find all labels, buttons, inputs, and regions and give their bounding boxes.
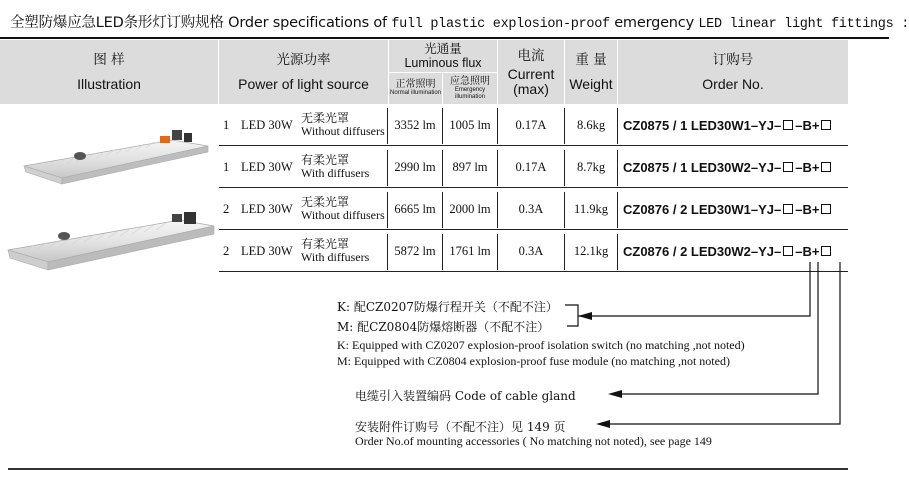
note-cable-gland: 电缆引入装置编码 Code of cable gland	[355, 389, 576, 403]
accessory-box	[821, 162, 831, 172]
header-flux-emergency: 应急照明 Emergency illumination	[450, 76, 490, 100]
table-row: 2 LED 30W 有柔光罩 With diffusers 5872 lm 1761 lm 0.3A 12.1kg CZ0876 / 2 LED30W2–YJ– –B+	[219, 230, 848, 272]
table-row: 1 LED 30W 无柔光罩 Without diffusers 3352 lm 1005 lm 0.17A 8.6kg CZ0875 / 1 LED30W1–YJ– –B+	[219, 104, 848, 146]
note-m-cn: M: 配CZ0804防爆熔断器（不配不注）	[337, 320, 550, 334]
header-power: 光源功率 Power of light source	[238, 52, 369, 92]
gland-code-box	[783, 120, 793, 130]
table-row: 1 LED 30W 有柔光罩 With diffusers 2990 lm 897 lm 0.17A 8.7kg CZ0875 / 1 LED30W2–YJ– –B+	[219, 146, 848, 188]
header-illustration: 图 样 Illustration	[77, 52, 141, 92]
order-number: CZ0876 / 2 LED30W1–YJ– –B+	[623, 188, 853, 230]
top-rule	[0, 37, 889, 39]
header-weight: 重 量 Weight	[569, 52, 613, 92]
header-flux-normal: 正常照明 Normal illumination	[389, 79, 442, 97]
title-en-c: emergency	[609, 15, 699, 31]
note-mount-en: Order No.of mounting accessories ( No matching not noted), see page 149	[355, 434, 712, 448]
title-en-b: full plastic explosion-proof	[391, 17, 610, 32]
page-title	[10, 11, 909, 32]
gland-code-box	[783, 246, 793, 256]
note-k-cn: K: 配CZ0207防爆行程开关（不配不注）	[337, 300, 558, 314]
table-row: 2 LED 30W 无柔光罩 Without diffusers 6665 lm 2000 lm 0.3A 11.9kg CZ0876 / 2 LED30W1–YJ– –B+	[219, 188, 848, 230]
order-number: CZ0875 / 1 LED30W1–YJ– –B+	[623, 104, 853, 146]
title-en-e: light fittings :	[776, 17, 909, 32]
title-en-a: Order specifications of	[228, 15, 392, 31]
order-number: CZ0875 / 1 LED30W2–YJ– –B+	[623, 146, 853, 188]
gland-code-box	[783, 204, 793, 214]
title-en-d: LED linear	[698, 17, 777, 32]
gland-code-box	[783, 162, 793, 172]
header-flux: 光通量 Luminous flux	[404, 41, 482, 70]
accessory-box	[821, 204, 831, 214]
order-number: CZ0876 / 2 LED30W2–YJ– –B+	[623, 230, 853, 272]
accessory-box	[821, 246, 831, 256]
note-k-en: K: Equipped with CZ0207 explosion-proof isolation switch (no matching ,not noted)	[337, 338, 745, 352]
header-current: 电流 Current (max)	[507, 48, 555, 97]
lamp-image-double	[4, 200, 216, 276]
note-m-en: M: Equipped with CZ0804 explosion-proof fuse module (no matching ,not noted)	[337, 354, 730, 368]
accessory-box	[821, 120, 831, 130]
header-order: 订购号 Order No.	[702, 52, 764, 92]
note-mount-cn: 安装附件订购号（不配不注）见 149 页	[355, 420, 566, 434]
title-cn: 全塑防爆应急LED条形灯订购规格	[10, 15, 224, 31]
bottom-rule	[8, 468, 848, 470]
lamp-image-single	[22, 122, 212, 192]
